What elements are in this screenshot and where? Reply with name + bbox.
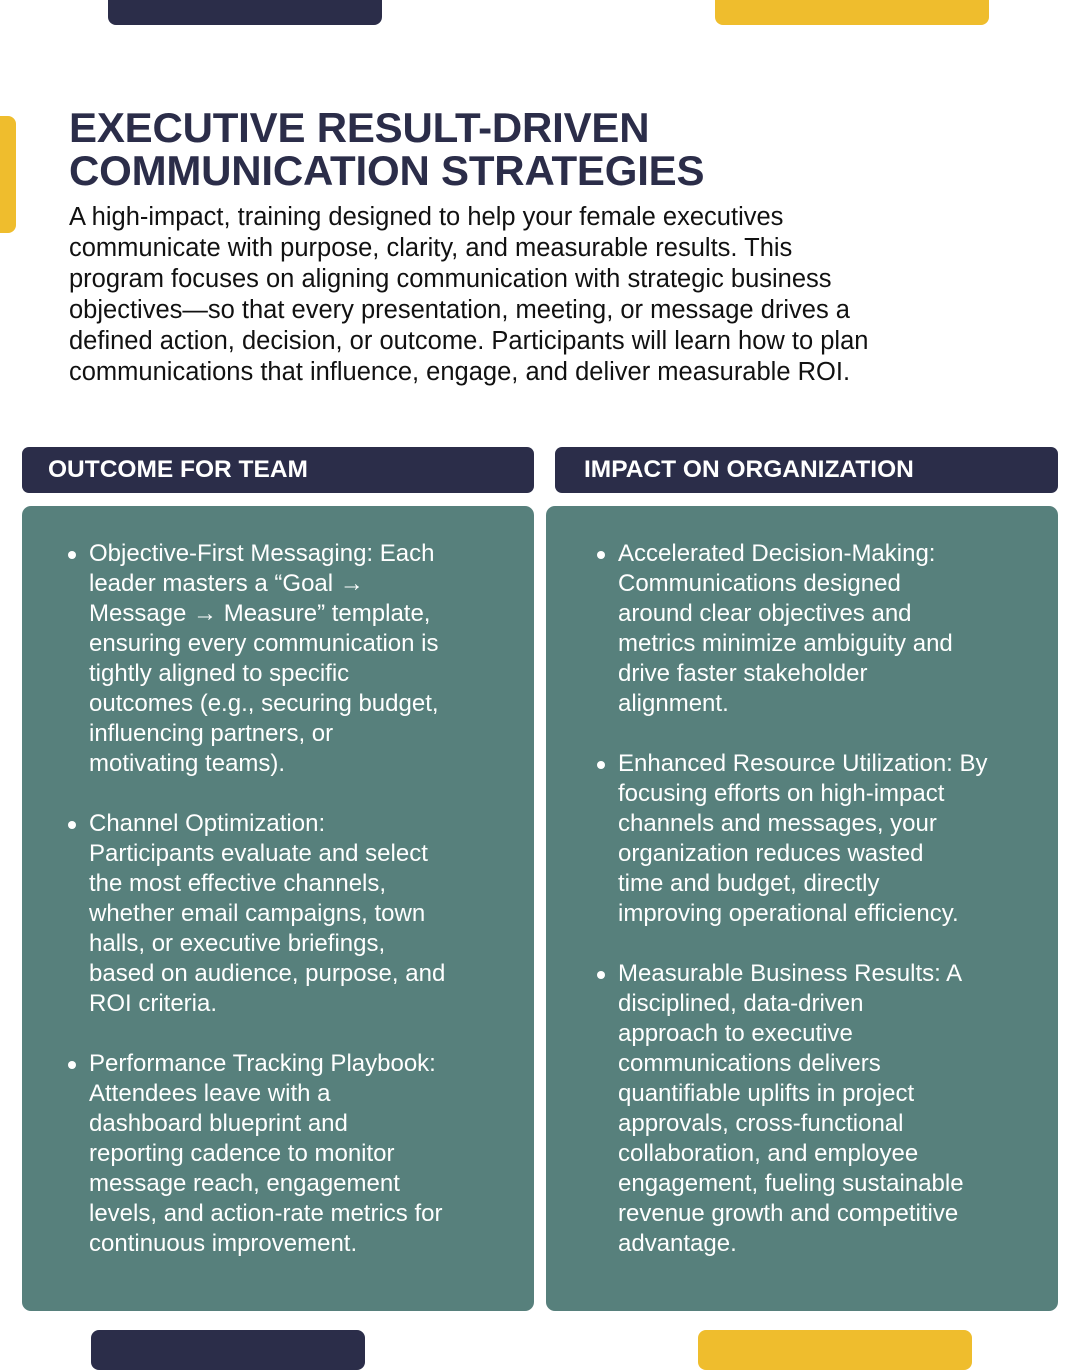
page-title-line: EXECUTIVE RESULT-DRIVEN [69, 104, 650, 151]
outcome-item-line: continuous improvement. [89, 1230, 358, 1257]
outcome-item-line: outcomes (e.g., securing budget, [89, 690, 439, 717]
intro-line: A high-impact, training designed to help your female executives [69, 203, 784, 231]
impact-item-line: Accelerated Decision-Making: [618, 540, 936, 567]
impact-item-line: communications delivers [618, 1050, 881, 1077]
decorative-gold-tab-top [715, 0, 989, 25]
outcome-item-line: Participants evaluate and select [89, 840, 428, 867]
impact-list [618, 539, 988, 1289]
decorative-gold-tab-bottom [698, 1330, 972, 1370]
outcome-item-line: whether email campaigns, town [89, 900, 426, 927]
intro-line: defined action, decision, or outcome. Participants will learn how to plan [69, 327, 869, 355]
outcome-item-line: reporting cadence to monitor [89, 1140, 395, 1167]
page-title [69, 106, 969, 192]
impact-item-accelerated-decisions [618, 539, 988, 719]
outcome-item-channel-optimization [89, 809, 445, 1019]
decorative-gold-tab-left [0, 116, 16, 233]
outcome-item-line: tightly aligned to specific [89, 660, 350, 687]
impact-item-line: quantifiable uplifts in project [618, 1080, 915, 1107]
impact-item-line: around clear objectives and [618, 600, 912, 627]
outcome-item-line: ROI criteria. [89, 990, 218, 1017]
impact-item-measurable-results [618, 959, 988, 1259]
outcome-item-line: message reach, engagement [89, 1170, 400, 1197]
outcome-section-heading: OUTCOME FOR TEAM [22, 447, 534, 493]
impact-item-line: advantage. [618, 1230, 737, 1257]
impact-item-line: collaboration, and employee [618, 1140, 919, 1167]
page-title-line: COMMUNICATION STRATEGIES [69, 147, 705, 194]
impact-section-heading: IMPACT ON ORGANIZATION [555, 447, 1058, 493]
intro-line: communications that influence, engage, and deliver measurable ROI. [69, 358, 851, 386]
impact-item-line: improving operational efficiency. [618, 900, 959, 927]
impact-item-resource-utilization [618, 749, 988, 929]
impact-item-line: disciplined, data-driven [618, 990, 864, 1017]
impact-item-line: engagement, fueling sustainable [618, 1170, 964, 1197]
impact-item-line: channels and messages, your [618, 810, 937, 837]
outcome-item-objective-first [89, 539, 445, 779]
outcome-item-line: levels, and action-rate metrics for [89, 1200, 443, 1227]
outcome-item-line: ensuring every communication is [89, 630, 439, 657]
outcome-item-line: halls, or executive briefings, [89, 930, 386, 957]
outcome-item-line: Attendees leave with a [89, 1080, 331, 1107]
outcome-item-line: Performance Tracking Playbook: [89, 1050, 436, 1077]
impact-item-line: organization reduces wasted [618, 840, 924, 867]
intro-paragraph [69, 202, 989, 388]
impact-item-line: Enhanced Resource Utilization: By [618, 750, 988, 777]
outcome-item-line: Channel Optimization: [89, 810, 326, 837]
impact-item-line: revenue growth and competitive [618, 1200, 959, 1227]
outcome-list [89, 539, 445, 1289]
decorative-navy-tab-top [108, 0, 382, 25]
outcome-item-line: influencing partners, or [89, 720, 334, 747]
outcome-item-line: dashboard blueprint and [89, 1110, 348, 1137]
impact-item-line: metrics minimize ambiguity and [618, 630, 953, 657]
outcome-item-line: based on audience, purpose, and [89, 960, 446, 987]
outcome-item-line: motivating teams). [89, 750, 286, 777]
impact-item-line: alignment. [618, 690, 729, 717]
outcome-item-line: Objective-First Messaging: Each [89, 540, 435, 567]
impact-item-line: Measurable Business Results: A [618, 960, 963, 987]
intro-line: communicate with purpose, clarity, and measurable results. This [69, 234, 793, 262]
impact-item-line: focusing efforts on high-impact [618, 780, 945, 807]
impact-item-line: Communications designed [618, 570, 901, 597]
outcome-panel [22, 506, 534, 1311]
impact-item-line: approach to executive [618, 1020, 853, 1047]
intro-line: program focuses on aligning communication with strategic business [69, 265, 832, 293]
impact-item-line: approvals, cross-functional [618, 1110, 904, 1137]
intro-line: objectives—so that every presentation, meeting, or message drives a [69, 296, 850, 324]
outcome-item-line: Message → Measure” template, [89, 600, 431, 627]
outcome-item-line: leader masters a “Goal → [89, 570, 364, 597]
decorative-navy-tab-bottom [91, 1330, 365, 1370]
impact-item-line: drive faster stakeholder [618, 660, 868, 687]
impact-item-line: time and budget, directly [618, 870, 880, 897]
outcome-item-line: the most effective channels, [89, 870, 387, 897]
impact-panel [546, 506, 1058, 1311]
outcome-item-performance-tracking [89, 1049, 445, 1259]
